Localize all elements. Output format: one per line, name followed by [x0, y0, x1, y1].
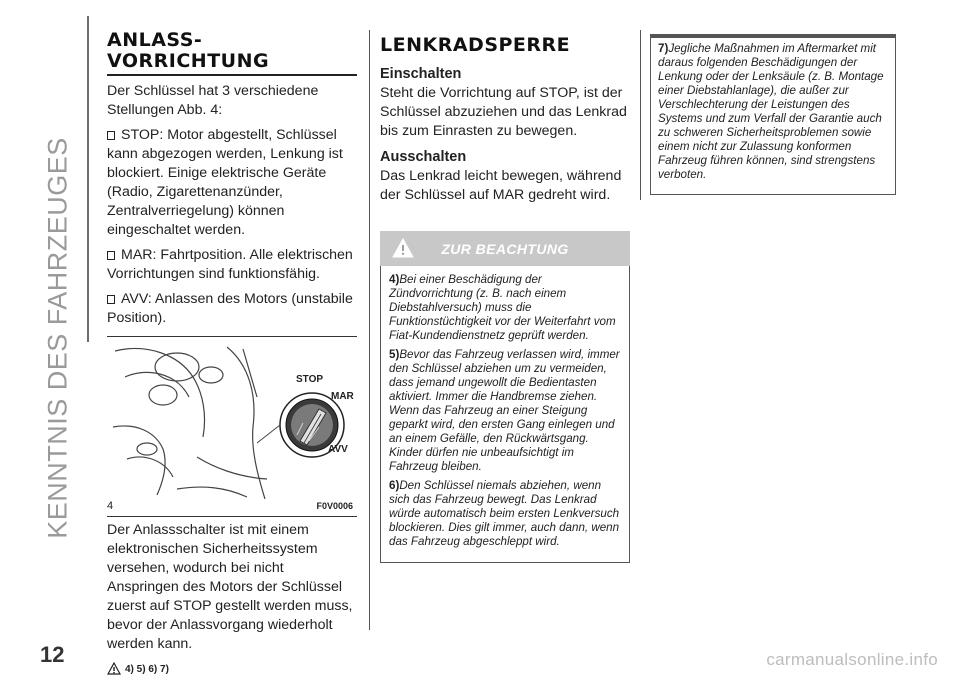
- note-number: 7): [658, 42, 669, 55]
- ignition-switch-illustration: [107, 337, 357, 499]
- column-anlassvorrichtung: [107, 30, 357, 675]
- note-number: 4): [389, 273, 400, 286]
- caution-notes-box: [380, 266, 630, 563]
- section-heading-anlassvorrichtung: [107, 30, 357, 76]
- bullet-text: STOP: Motor abgestellt, Schlüssel kann abgezogen werden, Lenkung ist blockiert. Einige elektrische Geräte (Radio, Zigarettenanzünder, Zentralverriegelung) können eingeschaltet werden.: [107, 127, 343, 238]
- column-notes-continued: [650, 38, 896, 195]
- bullet-item-stop: [107, 126, 357, 240]
- column-lenkradsperre: [380, 30, 630, 563]
- text-einschalten: Steht die Vorrichtung auf STOP, ist der Schlüssel abzuziehen und das Lenkrad bis zum Einrasten zu bewegen.: [380, 85, 627, 139]
- figure-ignition-switch: [107, 336, 357, 519]
- note-number: 6): [389, 479, 400, 492]
- position-label-stop: STOP: [296, 374, 324, 385]
- column-divider-1: [369, 30, 370, 630]
- caution-note: [389, 273, 623, 343]
- note-text: Jegliche Maßnahmen im Aftermarket mit daraus folgenden Beschädigungen der Lenkung oder der Lenksäule (z. B. Montage einer Diebstahlanlage), die außer zur Verschlechterung der Leistungen des Systems und zum Verfall der Garantie auch zu schweren Sicherheitsproblemen sowie einem nicht zur Zulassung konformen Fahrzeug führen können, sind strengstens verboten.: [658, 42, 884, 181]
- note-text: Bei einer Beschädigung der Zündvorrichtung (z. B. nach einem Diebstahlversuch) muss die Funktionstüchtigkeit vor der Weiterfahrt vom Fiat-Kundendienstnetz geprüft werden.: [389, 273, 616, 342]
- bullet-item-mar: [107, 246, 357, 284]
- note-text: Den Schlüssel niemals abziehen, wenn sich das Fahrzeug bewegt. Das Lenkrad würde automatisch beim ersten Lenkversuch blockieren. Dies gilt immer, auch dann, wenn das Fahrzeug abgeschleppt wird.: [389, 479, 620, 548]
- position-label-avv: AVV: [328, 444, 348, 455]
- square-bullet-icon: [107, 295, 115, 304]
- warning-references: [107, 662, 357, 675]
- figure-code: F0V0006: [316, 501, 353, 511]
- column-divider-2: [640, 30, 641, 200]
- heading-line-2: VORRICHTUNG: [107, 50, 270, 72]
- caution-banner-title: ZUR BEACHTUNG: [441, 241, 569, 257]
- after-figure-text: Der Anlassschalter ist mit einem elektronischen Sicherheitssystem versehen, wodurch bei nicht Anspringen des Motors der Schlüssel zuerst auf STOP gestellt werden muss, bevor der Anlassvorgang wiederholt werden kann.: [107, 522, 353, 652]
- warning-triangle-icon: [107, 662, 121, 675]
- caution-notes-box-continued: [650, 34, 896, 195]
- intro-text: Der Schlüssel hat 3 verschiedene Stellungen Abb. 4:: [107, 83, 319, 118]
- heading-line-1: ANLASS-: [107, 29, 203, 51]
- chapter-side-rule: [87, 16, 89, 342]
- section-heading-lenkradsperre: LENKRADSPERRE: [380, 34, 571, 56]
- note-text: Bevor das Fahrzeug verlassen wird, immer den Schlüssel abziehen um zu vermeiden, dass jemand ungewollt die Bedientasten aktiviert. Immer die Handbremse ziehen. Wenn das Fahrzeug an einer Steigung geparkt wird, den ersten Gang einlegen und an einem Gefälle, den Rückwärtsgang. Kinder dürfen nie unbeaufsichtigt im Fahrzeug bleiben.: [389, 348, 620, 473]
- subheading-einschalten: Einschalten: [380, 66, 462, 82]
- figure-number: 4: [107, 500, 114, 512]
- text-ausschalten: Das Lenkrad leicht bewegen, während der Schlüssel auf MAR gedreht wird.: [380, 168, 622, 203]
- caution-banner: [380, 231, 630, 266]
- watermark: carmanualsonline.info: [766, 650, 938, 669]
- caution-note: [389, 479, 623, 549]
- square-bullet-icon: [107, 251, 115, 260]
- bullet-text: AVV: Anlassen des Motors (unstabile Position).: [107, 291, 353, 326]
- page-number: 12: [40, 642, 65, 667]
- bullet-text: MAR: Fahrtposition. Alle elektrischen Vorrichtungen sind funktionsfähig.: [107, 247, 353, 282]
- square-bullet-icon: [107, 131, 115, 140]
- warning-reference-numbers: 4) 5) 6) 7): [125, 664, 169, 675]
- caution-note: [389, 348, 623, 474]
- note-number: 5): [389, 348, 400, 361]
- subheading-ausschalten: Ausschalten: [380, 149, 467, 165]
- chapter-side-title: KENNTNIS DES FAHRZEUGES: [42, 137, 73, 539]
- figure-bottom-rule: [107, 516, 357, 517]
- caution-note: [658, 42, 889, 182]
- bullet-item-avv: [107, 290, 357, 328]
- position-label-mar: MAR: [331, 391, 354, 402]
